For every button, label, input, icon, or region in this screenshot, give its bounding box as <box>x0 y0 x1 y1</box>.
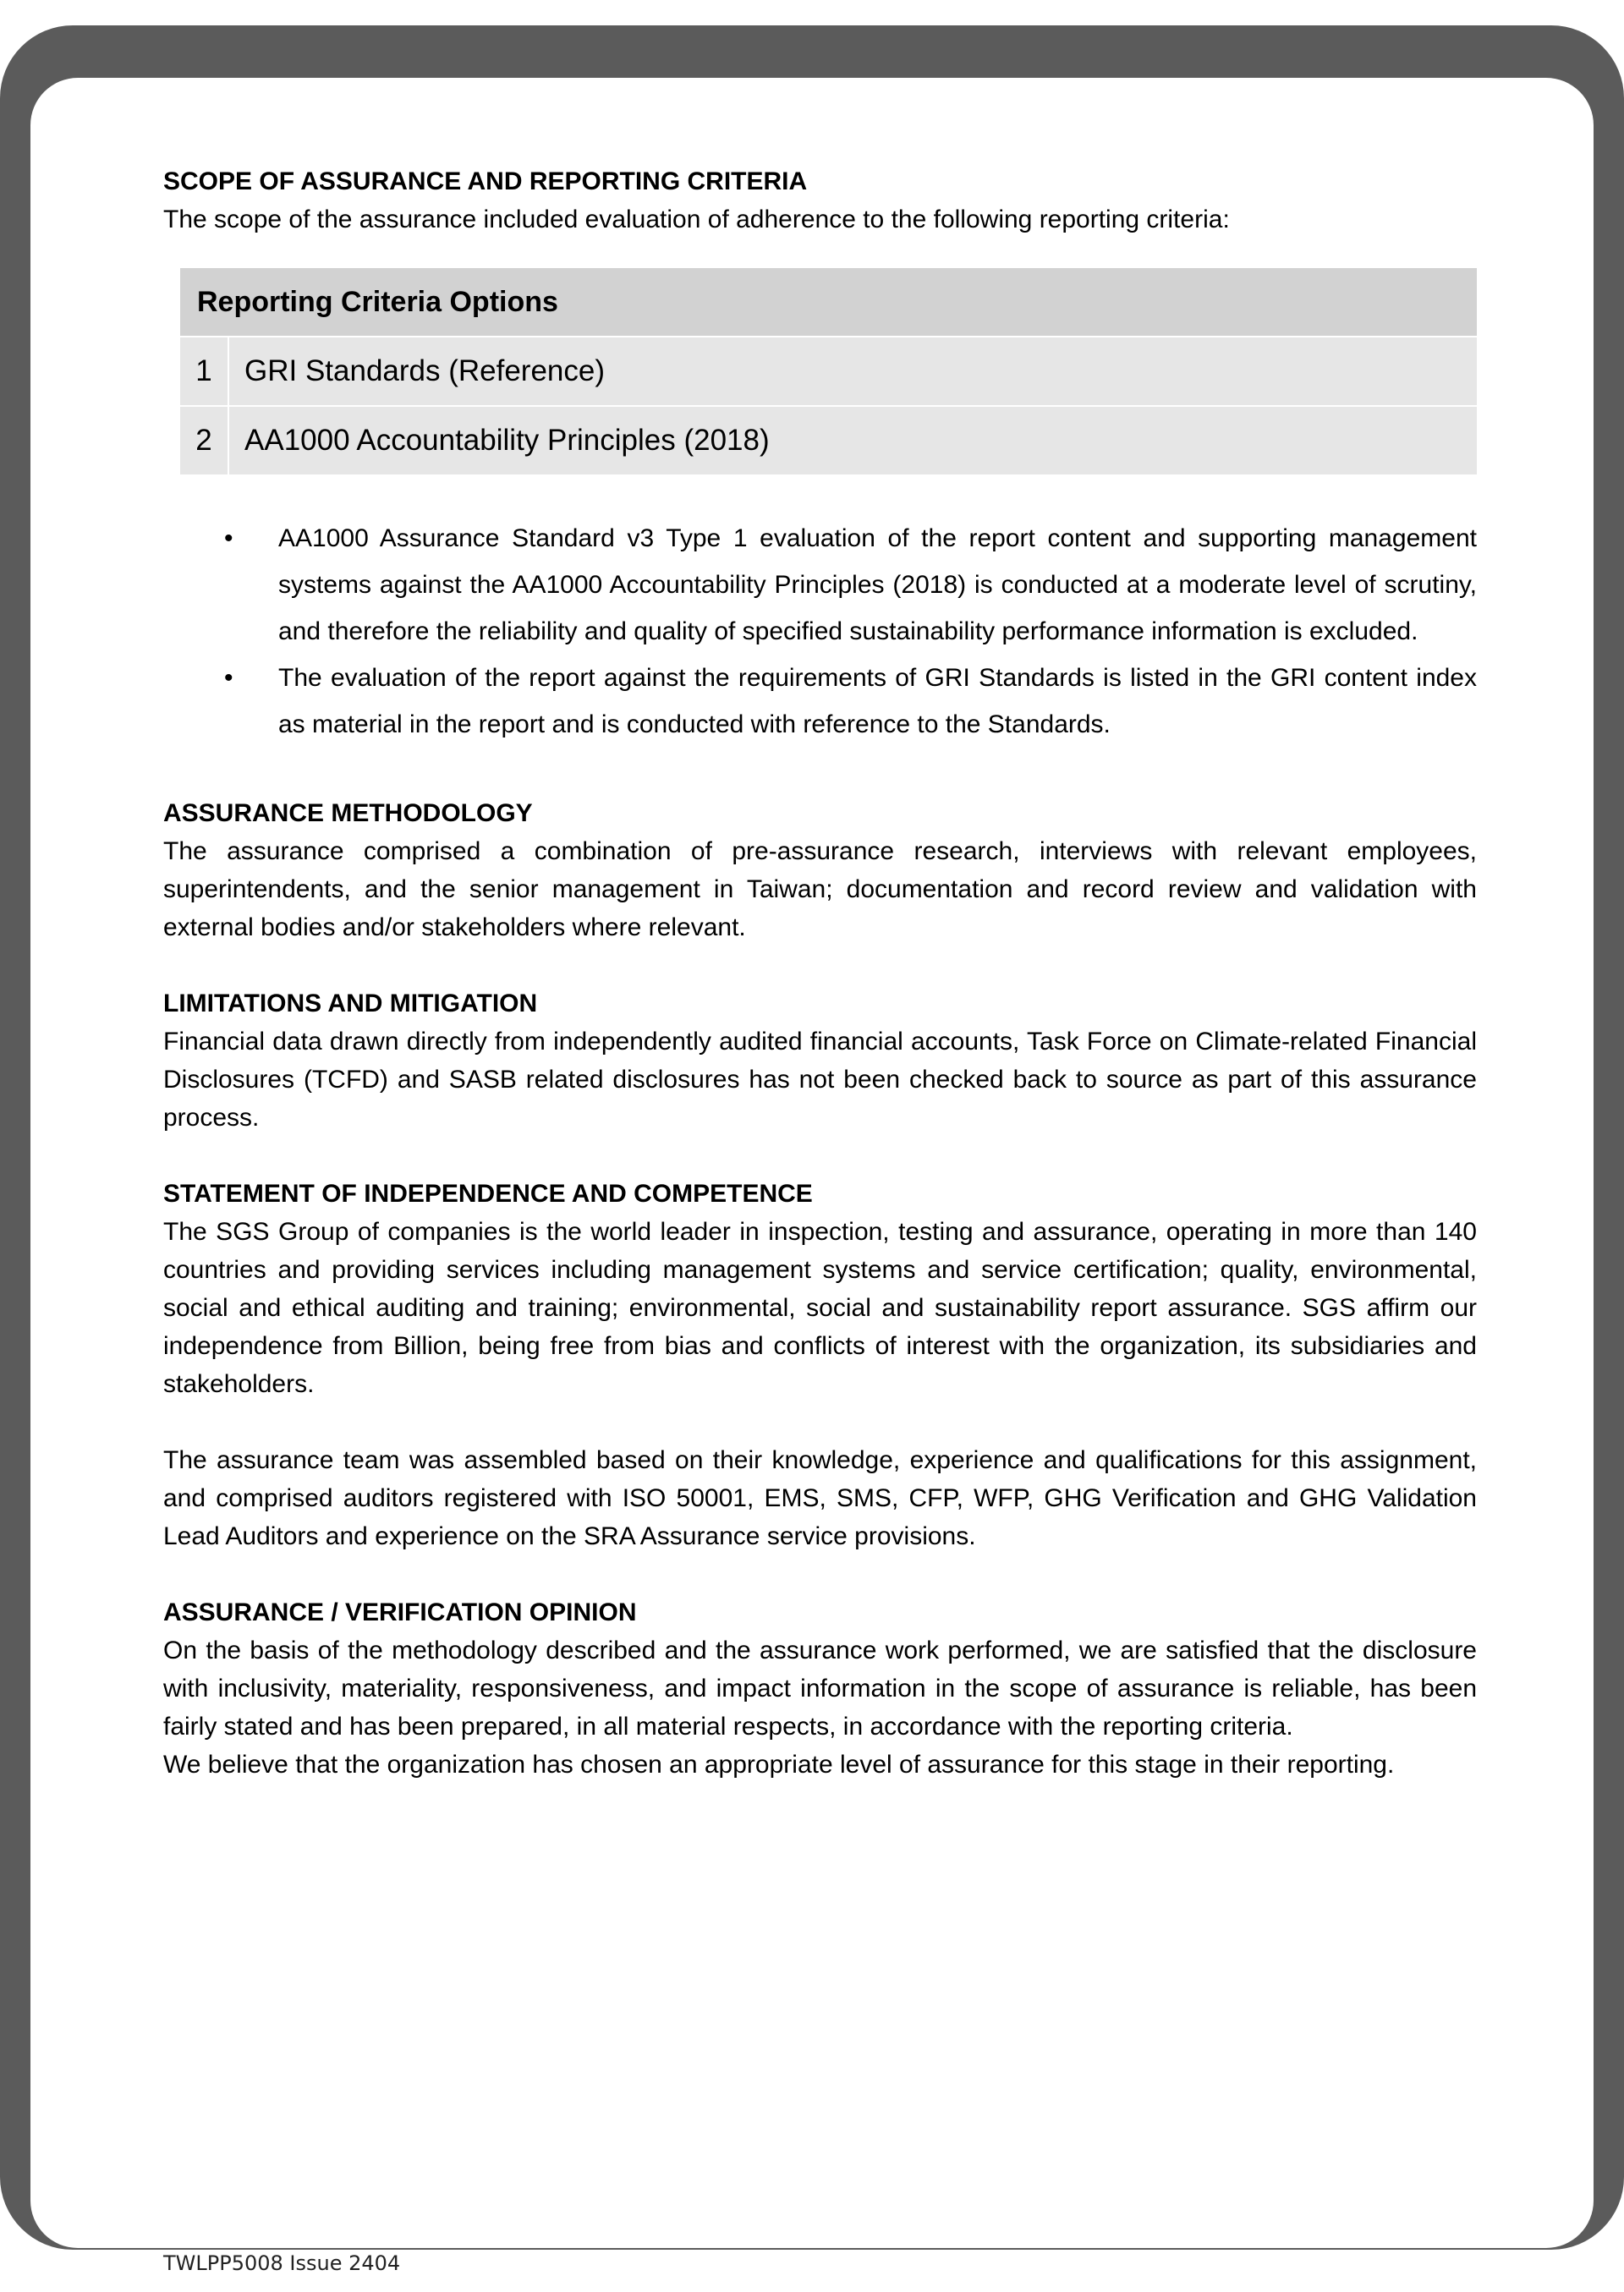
limitations-heading: LIMITATIONS AND MITIGATION <box>163 990 538 1017</box>
opinion-section <box>163 1593 1477 1784</box>
document-content <box>163 162 1477 1784</box>
independence-heading: STATEMENT OF INDEPENDENCE AND COMPETENCE <box>163 1180 813 1208</box>
bullet-icon: • <box>224 664 233 692</box>
row-number: 2 <box>180 406 228 474</box>
document-code: TWLPP5008 Issue 2404 <box>163 2251 401 2275</box>
table-header: Reporting Criteria Options <box>180 268 1477 337</box>
list-item <box>163 655 1477 748</box>
bullet-text: The evaluation of the report against the requirements of GRI Standards is listed in the GRI content index as material in the report and is conducted with reference to the Standards. <box>278 664 1477 738</box>
table-row <box>180 406 1477 474</box>
methodology-section <box>163 794 1477 946</box>
scope-intro: The scope of the assurance included evaluation of adherence to the following reporting criteria: <box>163 206 1230 233</box>
limitations-section <box>163 984 1477 1137</box>
independence-text-2: The assurance team was assembled based on their knowledge, experience and qualifications for this assignment, and comprised auditors registered with ISO 50001, EMS, SMS, CFP, WFP, GHG Verification and GHG Validation Lead Auditors and experience on the SRA Assurance service provisions. <box>163 1446 1477 1550</box>
methodology-heading: ASSURANCE METHODOLOGY <box>163 799 533 827</box>
table-row <box>180 337 1477 406</box>
opinion-text-1: On the basis of the methodology described and the assurance work performed, we are satisfied that the disclosure with inclusivity, materiality, responsiveness, and impact information in the scope of assurance is reliable, has been fairly stated and has been prepared, in all material respects, in accordance with the reporting criteria. <box>163 1637 1477 1741</box>
list-item <box>163 515 1477 655</box>
methodology-text: The assurance comprised a combination of pre-assurance research, interviews with relevant employees, superintendents, and the senior management in Taiwan; documentation and record review and validation with external bodies and/or stakeholders where relevant. <box>163 837 1477 941</box>
bullet-text: AA1000 Assurance Standard v3 Type 1 evaluation of the report content and supporting management systems against the AA1000 Accountability Principles (2018) is conducted at a moderate level of scrutiny, and therefore the reliability and quality of specified sustainability performance information is excluded. <box>278 524 1477 645</box>
row-criteria: AA1000 Accountability Principles (2018) <box>228 406 1477 474</box>
independence-section <box>163 1175 1477 1555</box>
bullet-icon: • <box>224 524 233 552</box>
scope-section <box>163 162 1477 748</box>
table-header-row <box>180 268 1477 337</box>
limitations-text: Financial data drawn directly from independently audited financial accounts, Task Force on Climate-related Financial Disclosures (TCFD) and SASB related disclosures has not been checked back to source as part of this assurance process. <box>163 1028 1477 1132</box>
scope-bullet-list <box>163 515 1477 748</box>
row-number: 1 <box>180 337 228 406</box>
reporting-criteria-table <box>180 268 1477 474</box>
row-criteria: GRI Standards (Reference) <box>228 337 1477 406</box>
scope-heading: SCOPE OF ASSURANCE AND REPORTING CRITERIA <box>163 167 808 195</box>
opinion-heading: ASSURANCE / VERIFICATION OPINION <box>163 1598 637 1626</box>
opinion-text-2: We believe that the organization has chosen an appropriate level of assurance for this stage in their reporting. <box>163 1751 1395 1779</box>
independence-text-1: The SGS Group of companies is the world leader in inspection, testing and assurance, operating in more than 140 countries and providing services including management systems and service certification; quality, environmental, social and ethical auditing and training; environmental, social and sustainability report assurance. SGS affirm our independence from Billion, being free from bias and conflicts of interest with the organization, its subsidiaries and stakeholders. <box>163 1218 1477 1398</box>
